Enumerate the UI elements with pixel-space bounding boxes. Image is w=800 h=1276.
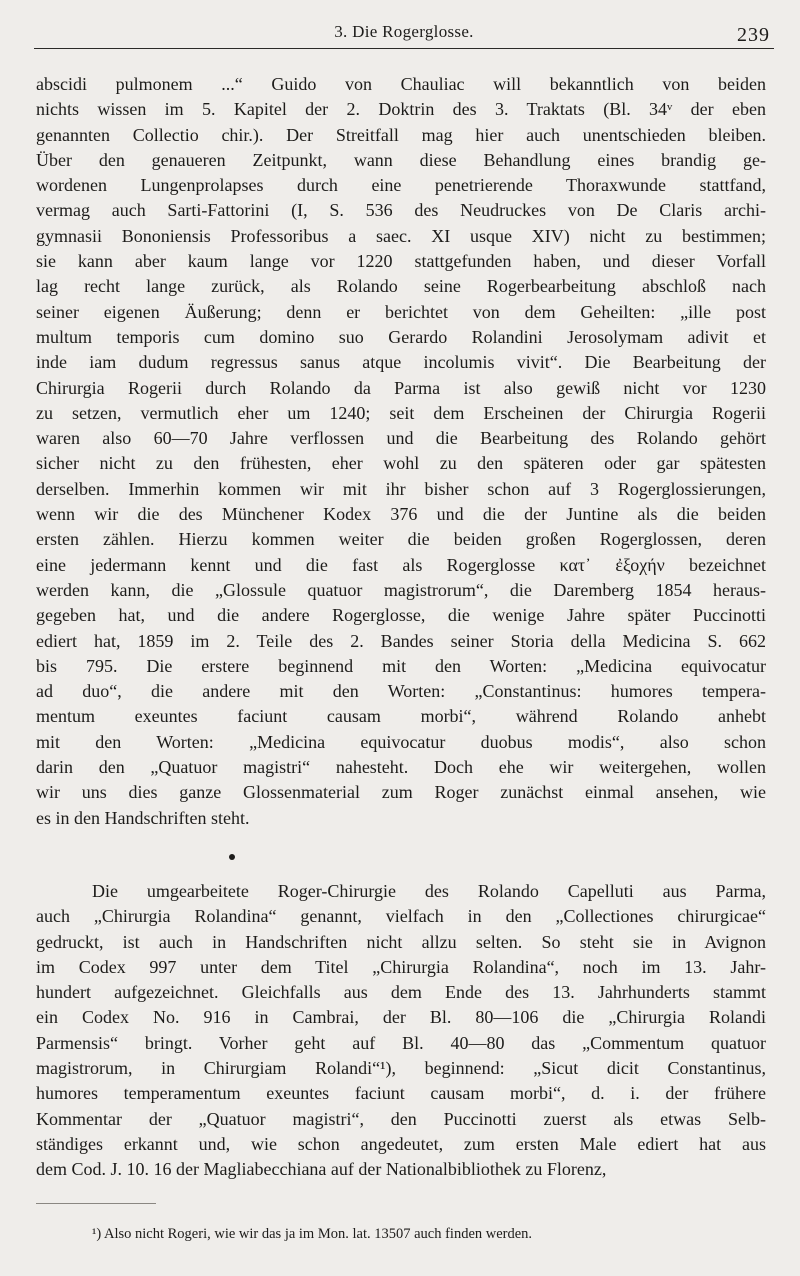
text-line: ersten zählen. Hierzu kommen weiter die beiden großen Rogerglossen, deren [36, 529, 766, 550]
text-line: sie kann aber kaum lange vor 1220 stattgefunden haben, und dieser Vorfall [36, 251, 766, 272]
text-line: sicher nicht zu den frühesten, eher wohl zu den späteren oder gar spätesten [36, 453, 766, 474]
running-title: 3. Die Rogerglosse. [334, 22, 474, 41]
footnote: ¹) Also nicht Rogeri, wie wir das ja im Mon. lat. 13507 auch finden werden. [92, 1226, 533, 1242]
text-line: dem Cod. J. 10. 16 der Magliabecchiana auf der Nationalbibliothek zu Florenz, [36, 1159, 607, 1180]
text-line: multum temporis cum domino suo Gerardo Rolandini Jerosolymam adivit et [36, 326, 766, 347]
text-line: gegeben hat, und die andere Rogerglosse, die wenige Jahre später Puccinotti [36, 605, 766, 626]
text-line: inde iam dudum regressus sanus atque incolumis vivit“. Die Bearbeitung der [36, 352, 766, 373]
text-line: werden kann, die „Glossule quatuor magistrorum“, die Daremberg 1854 heraus- [36, 579, 766, 600]
paragraph-1 [36, 72, 766, 831]
text-line: im Codex 997 unter dem Titel „Chirurgia Rolandina“, noch im 13. Jahr- [36, 956, 766, 977]
text-line: derselben. Immerhin kommen wir mit ihr bisher schon auf 3 Rogerglossierungen, [36, 478, 766, 499]
text-line: mit den Worten: „Medicina equivocatur duobus modis“, also schon [36, 731, 766, 752]
text-line: lag recht lange zurück, als Rolando seine Rogerbearbeitung abschloß nach [36, 276, 766, 297]
text-line: auch „Chirurgia Rolandina“ genannt, vielfach in den „Collectiones chirurgicae“ [36, 906, 766, 927]
text-line: Chirurgia Rogerii durch Rolando da Parma ist also gewiß nicht vor 1230 [36, 377, 766, 398]
text-line: Kommentar der „Quatuor magistri“, den Puccinotti zuerst als etwas Selb- [36, 1108, 766, 1129]
text-line: Parmensis“ bringt. Vorher geht auf Bl. 40—80 das „Commentum quatuor [36, 1032, 766, 1053]
text-line: ad duo“, die andere mit den Worten: „Constantinus: humores tempera- [36, 681, 766, 702]
text-line: ständiges erkannt und, wie schon angedeutet, zum ersten Male ediert hat aus [36, 1133, 766, 1154]
text-line: es in den Handschriften steht. [36, 807, 250, 828]
page-number: 239 [737, 24, 770, 46]
page-header [34, 18, 774, 48]
text-line: wenn wir die des Münchener Kodex 376 und die der Juntine als die beiden [36, 504, 766, 525]
text-line: bis 795. Die erstere beginnend mit den Worten: „Medicina equivocatur [36, 655, 766, 676]
text-line: magistrorum, in Chirurgiam Rolandi“¹), beginnend: „Sicut dicit Constantinus, [36, 1058, 766, 1079]
text-line: vermag auch Sarti-Fattorini (I, S. 536 des Neudruckes von De Claris archi- [36, 200, 766, 221]
text-line: waren also 60—70 Jahre verflossen und die Bearbeitung des Rolando gehört [36, 428, 766, 449]
section-divider-dot [229, 854, 235, 860]
text-line: humores temperamentum exeuntes faciunt causam morbi“, d. i. der frühere [36, 1083, 766, 1104]
text-line: mentum exeuntes faciunt causam morbi“, während Rolando anhebt [36, 706, 766, 727]
text-line: eine jedermann kennt und die fast als Rogerglosse κατ᾽ ἐξοχήν bezeichnet [36, 554, 766, 575]
text-line: genannten Collectio chir.). Der Streitfall mag hier auch unentschieden bleiben. [36, 124, 766, 145]
text-line: zu setzen, vermutlich eher um 1240; seit dem Erscheinen der Chirurgia Rogerii [36, 402, 766, 423]
text-line: hundert aufgezeichnet. Gleichfalls aus dem Ende des 13. Jahrhunderts stammt [36, 982, 766, 1003]
text-line: seiner eigenen Äußerung; denn er berichtet von dem Geheilten: „ille post [36, 301, 766, 322]
text-line: gedruckt, ist auch in Handschriften nicht allzu selten. So steht sie in Avignon [36, 931, 766, 952]
text-line: darin den „Quatuor magistri“ nahesteht. Doch ehe wir weitergehen, wollen [36, 757, 766, 778]
text-line: nichts wissen im 5. Kapitel der 2. Doktrin des 3. Traktats (Bl. 34ᵛ der eben [36, 99, 766, 120]
text-line: wir uns dies ganze Glossenmaterial zum Roger zunächst einmal ansehen, wie [36, 782, 766, 803]
text-line: abscidi pulmonem ...“ Guido von Chauliac will bekanntlich von beiden [36, 74, 766, 94]
footnote-rule [36, 1203, 156, 1204]
header-rule [34, 48, 774, 49]
text-line: Die umgearbeitete Roger-Chirurgie des Rolando Capelluti aus Parma, [92, 881, 766, 901]
text-line: ediert hat, 1859 im 2. Teile des 2. Bandes seiner Storia della Medicina S. 662 [36, 630, 766, 651]
text-line: Über den genaueren Zeitpunkt, wann diese Behandlung eines brandig ge- [36, 149, 766, 170]
paragraph-2 [36, 879, 766, 1183]
text-line: gymnasii Bononiensis Professoribus a saec. XI usque XIV) nicht zu bestimmen; [36, 225, 766, 246]
text-line: wordenen Lungenprolapses durch eine penetrierende Thoraxwunde stattfand, [36, 175, 766, 196]
text-line: ein Codex No. 916 in Cambrai, der Bl. 80—106 die „Chirurgia Rolandi [36, 1007, 766, 1028]
